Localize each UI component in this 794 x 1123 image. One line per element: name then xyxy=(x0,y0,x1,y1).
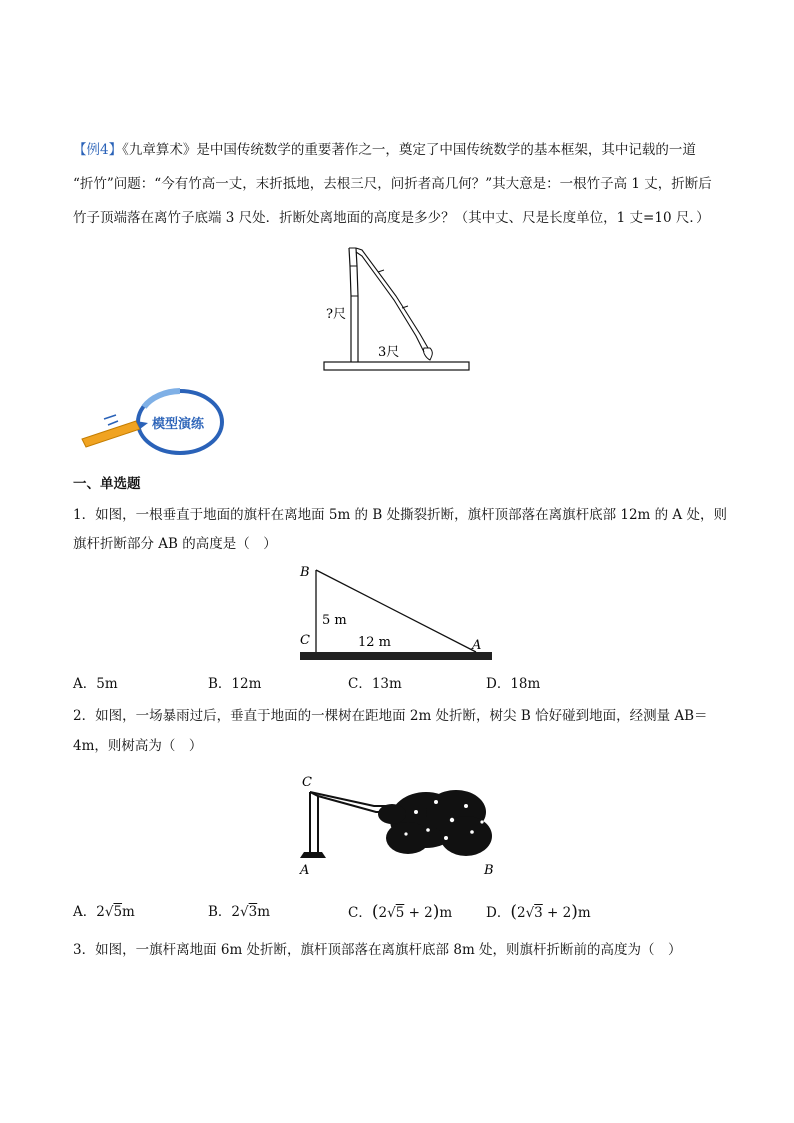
ground-bar xyxy=(324,362,469,370)
bamboo-stalk xyxy=(349,248,358,362)
q2-option-b[interactable]: B．2√3m xyxy=(208,904,271,920)
pencil-icon xyxy=(82,421,140,447)
q1-label-C: C xyxy=(300,633,310,648)
example-tag: 【例4】 xyxy=(73,142,123,158)
q2-option-c[interactable]: C．(2√5 + 2)m xyxy=(348,902,453,922)
bamboo-figure xyxy=(318,236,476,374)
q1-label-base: 12 m xyxy=(358,635,392,650)
q1-line-1: 1．如图，一根垂直于地面的旗杆在离地面 5m 的 B 处撕裂折断，旗杆顶部落在离旗杆底部 12m 的 A 处，则 xyxy=(73,507,727,523)
badge-text: 模型演练 xyxy=(152,417,205,432)
q1-label-height: 5 m xyxy=(322,613,347,628)
q1-label-A: A xyxy=(472,638,482,653)
example-line-1: 【例4】《九章算术》是中国传统数学的重要著作之一，奠定了中国传统数学的基本框架，其中记载的一道 xyxy=(73,142,696,158)
q1-label-B: B xyxy=(300,565,310,580)
q1-option-c[interactable]: C．13m xyxy=(348,676,402,692)
q1-ground xyxy=(300,652,492,660)
q1-option-a[interactable]: A．5m xyxy=(73,676,118,692)
q2-label-A: A xyxy=(300,863,310,878)
q2-figure xyxy=(296,772,500,878)
example-line-3: 竹子顶端落在离竹子底端 3 尺处．折断处离地面的高度是多少？（其中丈、尺是长度单位，1 丈=10 尺．） xyxy=(73,210,710,226)
q2-line-1: 2．如图，一场暴雨过后，垂直于地面的一棵树在距地面 2m 处折断，树尖 B 恰好碰到地面，经测量 AB＝ xyxy=(73,708,708,724)
sqrt-symbol-icon: √ xyxy=(240,904,249,920)
q3-line-1: 3．如图，一旗杆离地面 6m 处折断，旗杆顶部落在离旗杆底部 8m 处，则旗杆折断前的高度为（ ） xyxy=(73,942,682,958)
label-base: 3尺 xyxy=(378,345,400,360)
q1-figure xyxy=(296,560,496,664)
sqrt-symbol-icon: √ xyxy=(525,905,535,921)
sqrt-symbol-icon: √ xyxy=(387,905,396,921)
model-practice-badge xyxy=(74,385,230,459)
sqrt-symbol-icon: √ xyxy=(104,904,114,920)
label-height: ?尺 xyxy=(326,307,346,322)
q2-label-C: C xyxy=(302,775,312,790)
q1-option-d[interactable]: D．18m xyxy=(486,676,541,692)
q1-option-b[interactable]: B．12m xyxy=(208,676,262,692)
bamboo-broken-part xyxy=(356,248,428,352)
q2-line-2: 4m，则树高为（ ） xyxy=(73,738,203,754)
bamboo-leaves xyxy=(423,348,432,360)
q2-trunk xyxy=(310,792,318,856)
q1-broken-part xyxy=(316,570,476,652)
q2-option-a[interactable]: A．2√5m xyxy=(73,904,135,920)
section-title: 一、单选题 xyxy=(73,476,141,492)
q2-foliage xyxy=(378,790,492,856)
example-line-2: “折竹”问题：“今有竹高一丈，末折抵地，去根三尺，问折者高几何？”其大意是：一根竹子高 1 丈，折断后 xyxy=(73,176,712,192)
q2-label-B: B xyxy=(484,863,494,878)
q2-option-d[interactable]: D．(2√3 + 2)m xyxy=(486,902,591,922)
q1-line-2: 旗杆折断部分 AB 的高度是（ ） xyxy=(73,536,277,552)
